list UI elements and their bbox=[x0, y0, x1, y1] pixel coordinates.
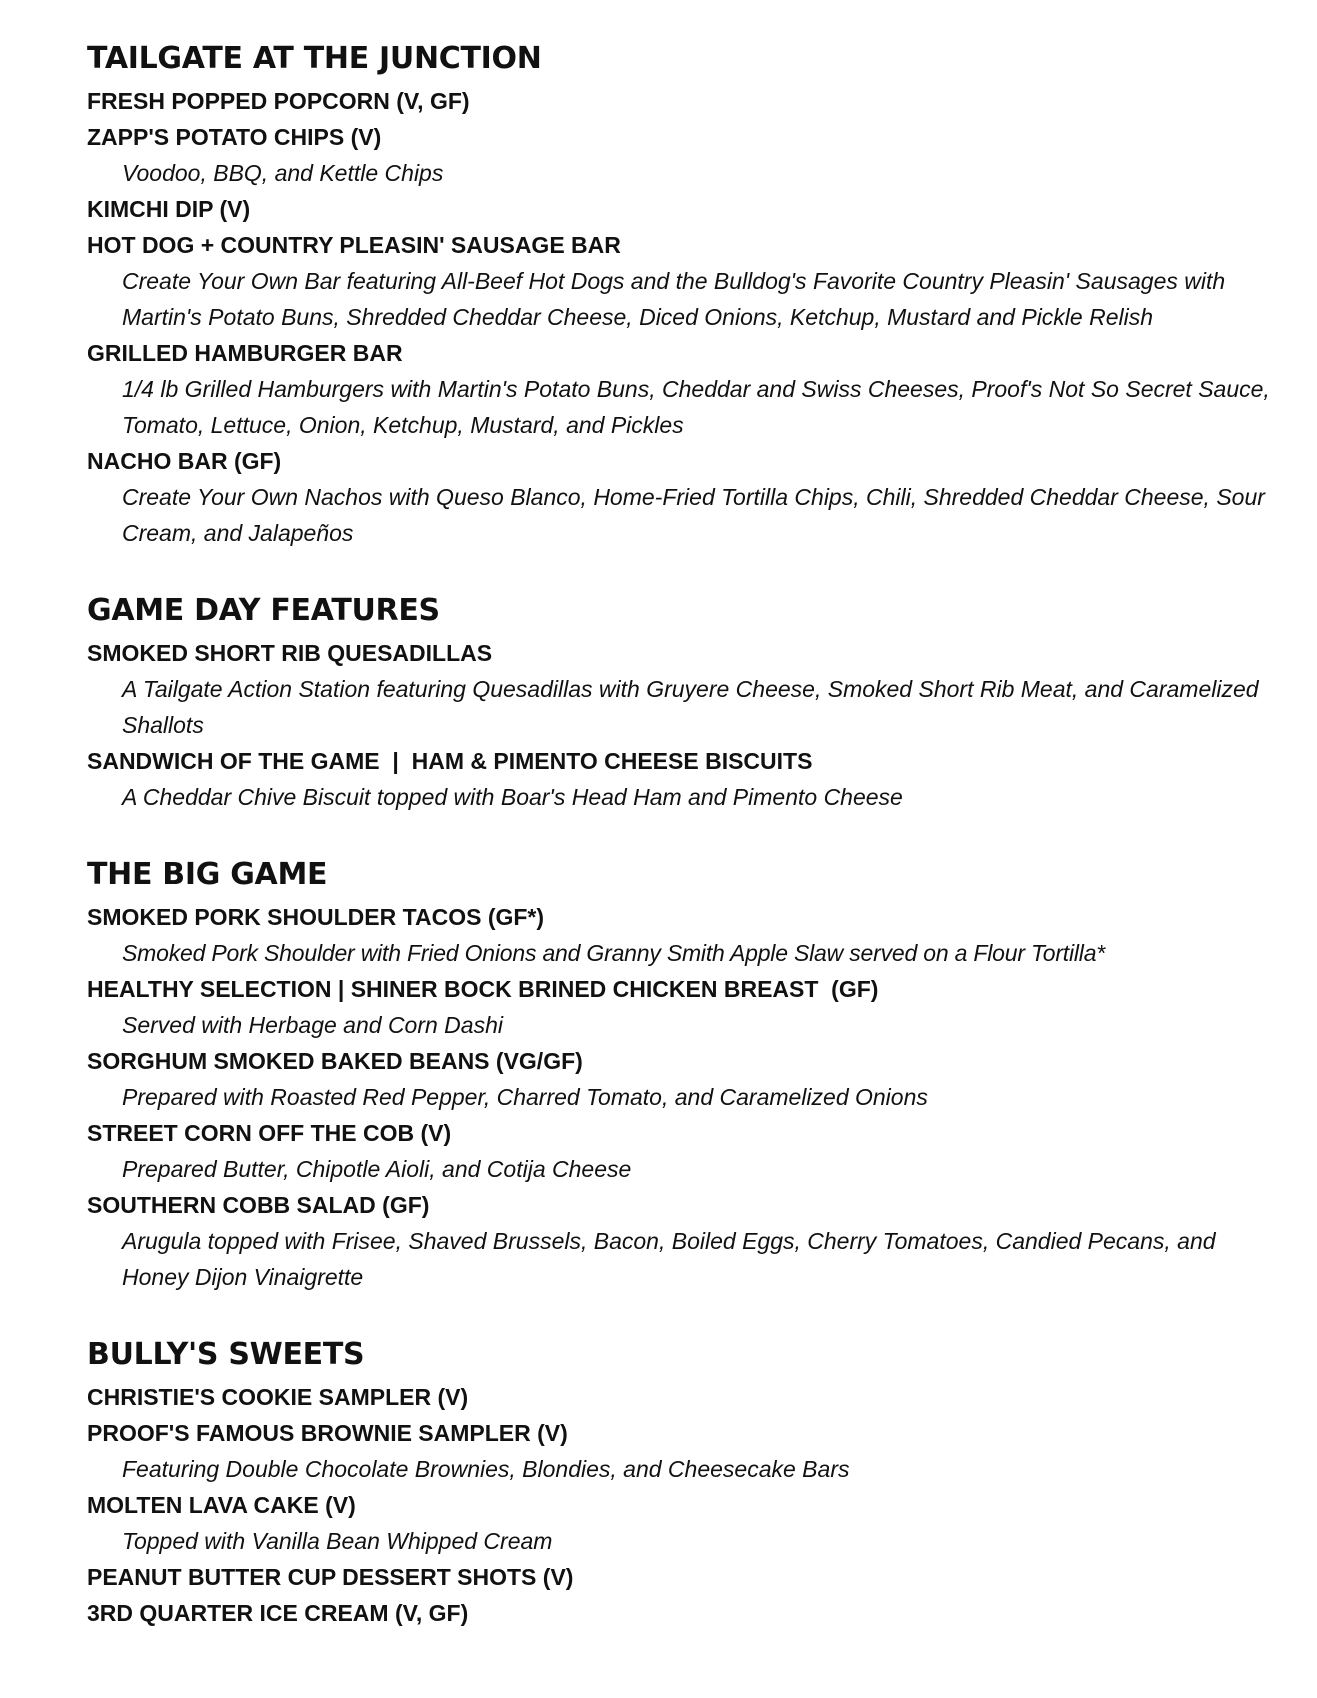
menu-item-description: A Tailgate Action Station featuring Quesadillas with Gruyere Cheese, Smoked Short Rib Meat, and Caramelized Shallots bbox=[122, 676, 1259, 738]
menu-item-description: Featuring Double Chocolate Brownies, Blondies, and Cheesecake Bars bbox=[122, 1456, 850, 1482]
menu-document bbox=[87, 35, 1287, 1631]
menu-item-description: Prepared Butter, Chipotle Aioli, and Cotija Cheese bbox=[122, 1156, 632, 1182]
menu-item-name: SORGHUM SMOKED BAKED BEANS (VG/GF) bbox=[87, 1048, 583, 1074]
menu-item-name: SOUTHERN COBB SALAD (GF) bbox=[87, 1192, 430, 1218]
menu-item-name: SMOKED PORK SHOULDER TACOS (GF*) bbox=[87, 904, 545, 930]
menu-item-name: SANDWICH OF THE GAME | HAM & PIMENTO CHEESE BISCUITS bbox=[87, 748, 813, 774]
menu-item-name: NACHO BAR (GF) bbox=[87, 448, 282, 474]
menu-item-name: SMOKED SHORT RIB QUESADILLAS bbox=[87, 640, 493, 666]
section-title: GAME DAY FEATURES bbox=[87, 593, 440, 628]
menu-item-description: Served with Herbage and Corn Dashi bbox=[122, 1012, 503, 1038]
menu-item-name: CHRISTIE'S COOKIE SAMPLER (V) bbox=[87, 1384, 469, 1410]
section-title: BULLY'S SWEETS bbox=[87, 1337, 365, 1372]
menu-item-description: Topped with Vanilla Bean Whipped Cream bbox=[122, 1528, 553, 1554]
menu-item-name: HOT DOG + COUNTRY PLEASIN' SAUSAGE BAR bbox=[87, 232, 621, 258]
section-game-day-features bbox=[87, 587, 1287, 815]
menu-item-description: 1/4 lb Grilled Hamburgers with Martin's Potato Buns, Cheddar and Swiss Cheeses, Proof's Not So Secret Sauce, Tomato, Lettuce, Onion, Ketchup, Mustard, and Pickles bbox=[122, 376, 1270, 438]
menu-item-name: 3RD QUARTER ICE CREAM (V, GF) bbox=[87, 1600, 469, 1626]
menu-item-name: PROOF'S FAMOUS BROWNIE SAMPLER (V) bbox=[87, 1420, 568, 1446]
menu-item-name: FRESH POPPED POPCORN (V, GF) bbox=[87, 88, 470, 114]
menu-item-description: A Cheddar Chive Biscuit topped with Boar's Head Ham and Pimento Cheese bbox=[122, 784, 903, 810]
menu-item-name: GRILLED HAMBURGER BAR bbox=[87, 340, 403, 366]
menu-item-description: Create Your Own Bar featuring All-Beef Hot Dogs and the Bulldog's Favorite Country Pleasin' Sausages with Martin's Potato Buns, Shredded Cheddar Cheese, Diced Onions, Ketchup, Mustard and Pickle Relish bbox=[122, 268, 1226, 330]
menu-item-description: Prepared with Roasted Red Pepper, Charred Tomato, and Caramelized Onions bbox=[122, 1084, 928, 1110]
menu-item-description: Voodoo, BBQ, and Kettle Chips bbox=[122, 160, 444, 186]
section-bullys-sweets bbox=[87, 1331, 1287, 1631]
menu-item-name: ZAPP'S POTATO CHIPS (V) bbox=[87, 124, 382, 150]
menu-item-description: Smoked Pork Shoulder with Fried Onions and Granny Smith Apple Slaw served on a Flour Tortilla* bbox=[122, 940, 1106, 966]
menu-item-name: MOLTEN LAVA CAKE (V) bbox=[87, 1492, 356, 1518]
menu-item-name: STREET CORN OFF THE COB (V) bbox=[87, 1120, 452, 1146]
menu-item-description: Arugula topped with Frisee, Shaved Brussels, Bacon, Boiled Eggs, Cherry Tomatoes, Candied Pecans, and Honey Dijon Vinaigrette bbox=[122, 1228, 1216, 1290]
section-title: THE BIG GAME bbox=[87, 857, 328, 892]
menu-item-name: KIMCHI DIP (V) bbox=[87, 196, 251, 222]
section-tailgate bbox=[87, 35, 1287, 551]
menu-item-name: PEANUT BUTTER CUP DESSERT SHOTS (V) bbox=[87, 1564, 574, 1590]
menu-item-name: HEALTHY SELECTION | SHINER BOCK BRINED CHICKEN BREAST (GF) bbox=[87, 976, 879, 1002]
section-title: TAILGATE AT THE JUNCTION bbox=[87, 41, 542, 76]
menu-item-description: Create Your Own Nachos with Queso Blanco, Home-Fried Tortilla Chips, Chili, Shredded Cheddar Cheese, Sour Cream, and Jalapeños bbox=[122, 484, 1265, 546]
section-big-game bbox=[87, 851, 1287, 1295]
